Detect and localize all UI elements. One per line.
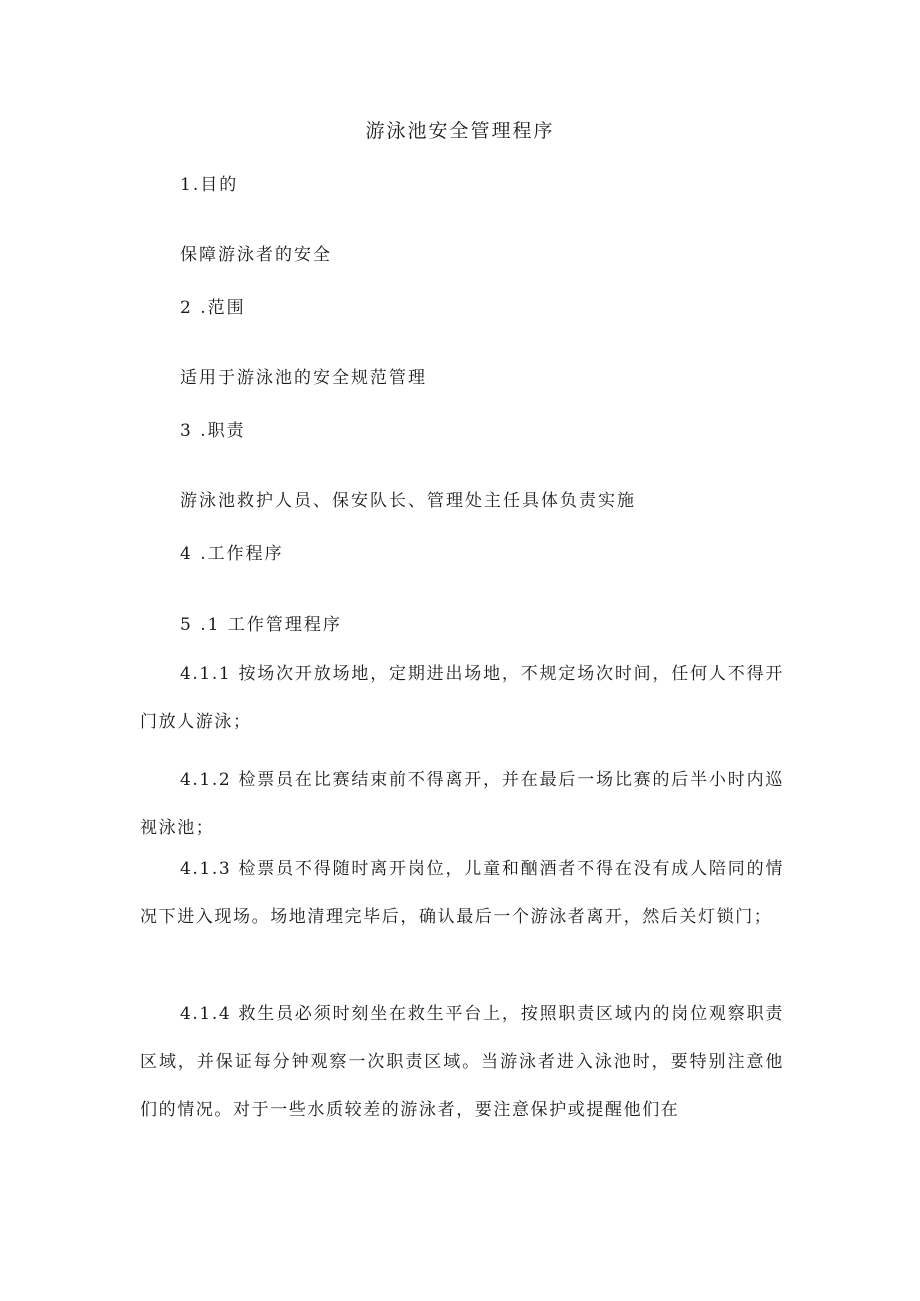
section-body-responsibility: 游泳池救护人员、保安队长、管理处主任具体负责实施 [180,491,636,511]
clause-4-1-4: 4.1.4 救生员必须时刻坐在救生平台上，按照职责区域内的岗位观察职责区域，并保证每分钟观察一次职责区域。当游泳者进入泳池时，要特别注意他们的情况。对于一些水质较差的游泳者，要注意保护或提醒他们在 [140,1004,784,1120]
section-heading-work-management: 5 .1 工作管理程序 [180,615,342,635]
clause-4-1-2: 4.1.2 检票员在比赛结束前不得离开，并在最后一场比赛的后半小时内巡视泳池； [140,770,784,838]
section-body-purpose: 保障游泳者的安全 [180,245,332,265]
document-title: 游泳池安全管理程序 [365,120,555,142]
section-heading-scope: 2 .范围 [180,298,246,318]
section-body-scope: 适用于游泳池的安全规范管理 [180,368,427,388]
section-heading-procedure: 4 .工作程序 [180,544,284,564]
section-heading-purpose: 1.目的 [180,175,239,195]
section-heading-responsibility: 3 .职责 [180,421,246,441]
clause-4-1-3: 4.1.3 检票员不得随时离开岗位，儿童和酗酒者不得在没有成人陪同的情况下进入现场。场地清理完毕后，确认最后一个游泳者离开，然后关灯锁门； [140,859,784,927]
clause-4-1-1: 4.1.1 按场次开放场地，定期进出场地，不规定场次时间，任何人不得开门放人游泳； [140,664,784,732]
